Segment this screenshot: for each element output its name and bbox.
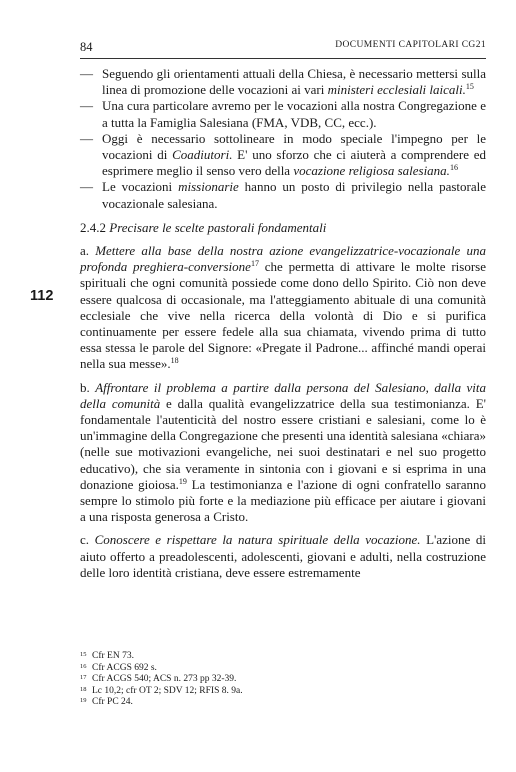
section-heading: 2.4.2 Precisare le scelte pastorali fondamentali bbox=[80, 219, 327, 235]
footnote bbox=[80, 674, 380, 686]
footnote-text: Cfr PC 24. bbox=[92, 697, 133, 707]
paragraph: b. Affrontare il problema a partire dalla persona del Salesiano, dalla vita della comunità e dalla qualità evangelizzatrice della sua testimonianza. E' fondamentale l'autenticità del nostro essere cristiani e salesiani, come lo è un'immagine della Congregazione che presenti una identità salesiana «chiara» (nelle sue motivazioni evangeliche, nei suoi destinatari e nel suo progetto educativo), che sia veramente in sintonia con i giovani e si esprima in una donazione gioiosa.$^{19}$ La testimonianza e l'azione di ogni confratello saranno sempre lo stimolo più forte e la mediazione più efficace per aiutare i giovani a una risposta generosa a Cristo. bbox=[80, 379, 487, 525]
footnote-text: Cfr ACGS 692 s. bbox=[92, 662, 157, 673]
header-rule bbox=[80, 58, 486, 59]
margin-number: 112 bbox=[30, 288, 54, 304]
dash-marker: — bbox=[80, 98, 93, 114]
footnote-number: 18 bbox=[80, 685, 87, 693]
page-number: 84 bbox=[80, 40, 93, 54]
bullet-item bbox=[80, 66, 486, 98]
footnote bbox=[80, 686, 380, 698]
paragraph: a. Mettere alla base della nostra azione evangelizzatrice-vocazionale una profonda preghiera-conversione$^{17}$ che permetta di attivare le molte risorse spirituali che ogni comunità possiede come dono dello Spirito. Ciò non deve essere qualcosa di occasionale, ma l'atteggiamento abituale di una comunità ecclesiale che vive nella ricerca della volontà di Dio e si purifica continuamente per essere fedele alla sua chiamata, vivendo prima di tutto essa stessa le parole del Signore: «Pregate il Padrone... affinché mandi operai nella sua messe».$^{18}$ bbox=[80, 243, 486, 372]
bullet-item bbox=[80, 131, 486, 180]
paragraph: c. Conoscere e rispettare la natura spirituale della vocazione. L'azione di aiuto offerto a preadolescenti, adolescenti, giovani e adulti, nella costruzione delle loro identità cristiana, deve essere estremamente bbox=[80, 532, 486, 580]
dash-marker: — bbox=[80, 130, 93, 146]
page-header bbox=[80, 40, 486, 54]
dash-marker: — bbox=[80, 66, 93, 81]
bullet-text: Una cura particolare avremo per le vocazioni alla nostra Congregazione e a tutta la Famiglia Salesiana (FMA, VDB, CC, ecc.). bbox=[102, 98, 486, 130]
body-text bbox=[80, 66, 486, 581]
footnotes bbox=[80, 651, 380, 709]
running-title: DOCUMENTI CAPITOLARI CG21 bbox=[335, 40, 486, 50]
dash-marker: — bbox=[80, 179, 93, 195]
bullet-item bbox=[80, 98, 486, 130]
bullet-item bbox=[80, 179, 486, 211]
footnote-number: 16 bbox=[80, 662, 87, 670]
footnote-text: Lc 10,2; cfr OT 2; SDV 12; RFIS 8. 9a. bbox=[92, 685, 243, 696]
footnote-number: 19 bbox=[80, 697, 87, 704]
footnote bbox=[80, 697, 380, 709]
footnote bbox=[80, 651, 380, 663]
bullet-text: Seguendo gli orientamenti attuali della Chiesa, è necessario mettersi sulla linea di promozione delle vocazioni ai vari ministeri ecclesiali laicali.$^{15}$ bbox=[102, 66, 486, 98]
footnote bbox=[80, 663, 380, 675]
footnote-number: 17 bbox=[80, 674, 87, 681]
bullet-text: Le vocazioni missionarie hanno un posto di privilegio nella pastorale vocazionale salesiana. bbox=[102, 179, 486, 211]
footnote-text: Cfr EN 73. bbox=[92, 651, 134, 661]
bullet-text: Oggi è necessario sottolineare in modo speciale l'impegno per le vocazioni di Coadiutori. E' uno sforzo che ci aiuterà a comprendere ed esprimere meglio il senso vero della vocazione religiosa salesiana.$^{16}$ bbox=[102, 130, 486, 179]
bullet-list bbox=[80, 66, 486, 212]
footnote-text: Cfr ACGS 540; ACS n. 273 pp 32-39. bbox=[92, 674, 237, 684]
paragraph-list bbox=[80, 243, 486, 581]
footnote-number: 15 bbox=[80, 651, 87, 658]
